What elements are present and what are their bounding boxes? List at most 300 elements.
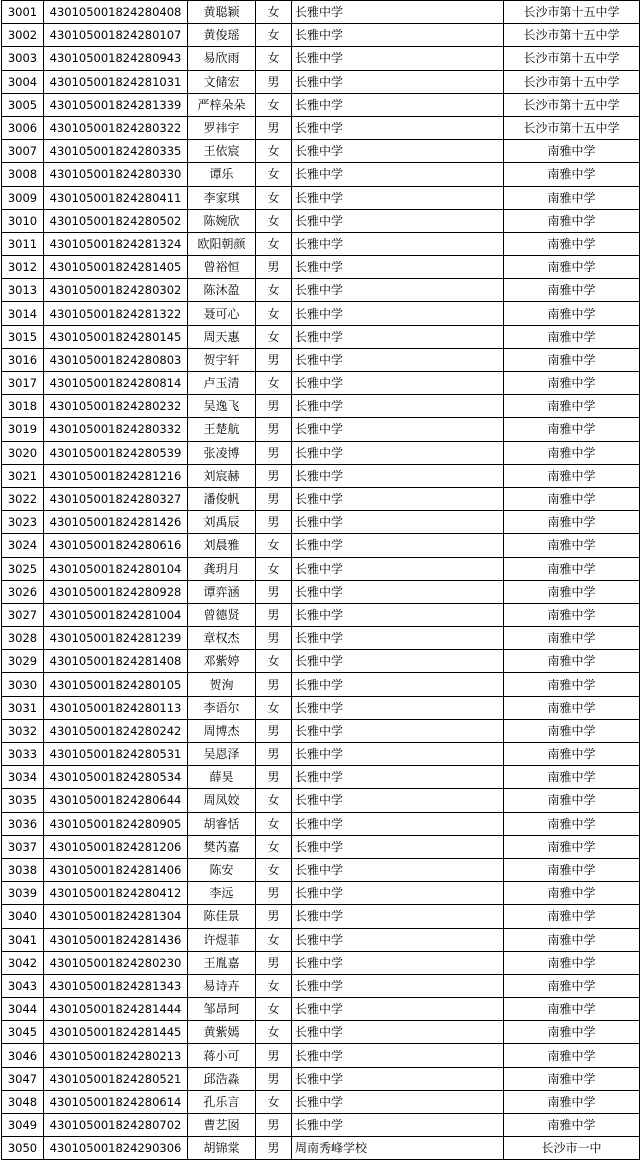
- graduation-school-cell: 长雅中学: [292, 348, 504, 371]
- serial-number-cell: 3020: [2, 441, 44, 464]
- admitted-school-cell: 南雅中学: [504, 789, 640, 812]
- table-row: [2, 1067, 640, 1090]
- table-row: [2, 1137, 640, 1160]
- admitted-school-cell: 南雅中学: [504, 279, 640, 302]
- admitted-school-cell: 南雅中学: [504, 1044, 640, 1067]
- candidate-id-cell: 430105001824281239: [44, 627, 188, 650]
- graduation-school-cell: 长雅中学: [292, 835, 504, 858]
- table-row: [2, 882, 640, 905]
- admitted-school-cell: 南雅中学: [504, 766, 640, 789]
- graduation-school-cell: 长雅中学: [292, 256, 504, 279]
- serial-number-cell: 3010: [2, 209, 44, 232]
- student-name-cell: 吴逸飞: [188, 395, 256, 418]
- admitted-school-cell: 南雅中学: [504, 325, 640, 348]
- graduation-school-cell: 长雅中学: [292, 743, 504, 766]
- student-name-cell: 李语尔: [188, 696, 256, 719]
- table-row: [2, 743, 640, 766]
- candidate-id-cell: 430105001824281405: [44, 256, 188, 279]
- admitted-school-cell: 长沙市第十五中学: [504, 70, 640, 93]
- candidate-id-cell: 430105001824280928: [44, 580, 188, 603]
- admitted-school-cell: 南雅中学: [504, 1067, 640, 1090]
- student-name-cell: 刘禹辰: [188, 511, 256, 534]
- graduation-school-cell: 长雅中学: [292, 998, 504, 1021]
- table-row: [2, 1, 640, 24]
- admitted-school-cell: 南雅中学: [504, 882, 640, 905]
- gender-cell: 男: [256, 487, 292, 510]
- candidate-id-cell: 430105001824280327: [44, 487, 188, 510]
- graduation-school-cell: 长雅中学: [292, 627, 504, 650]
- admitted-school-cell: 南雅中学: [504, 719, 640, 742]
- serial-number-cell: 3042: [2, 951, 44, 974]
- student-name-cell: 聂可心: [188, 302, 256, 325]
- admitted-school-cell: 南雅中学: [504, 232, 640, 255]
- table-row: [2, 348, 640, 371]
- candidate-id-cell: 430105001824280502: [44, 209, 188, 232]
- student-name-cell: 吴恩泽: [188, 743, 256, 766]
- student-name-cell: 黄俊瑶: [188, 24, 256, 47]
- table-row: [2, 580, 640, 603]
- student-name-cell: 刘晨雅: [188, 534, 256, 557]
- graduation-school-cell: 长雅中学: [292, 1021, 504, 1044]
- serial-number-cell: 3006: [2, 116, 44, 139]
- table-row: [2, 905, 640, 928]
- serial-number-cell: 3023: [2, 511, 44, 534]
- table-row: [2, 719, 640, 742]
- admitted-school-cell: 长沙市第十五中学: [504, 116, 640, 139]
- candidate-id-cell: 430105001824281339: [44, 93, 188, 116]
- admitted-school-cell: 南雅中学: [504, 835, 640, 858]
- table-row: [2, 534, 640, 557]
- serial-number-cell: 3014: [2, 302, 44, 325]
- serial-number-cell: 3018: [2, 395, 44, 418]
- gender-cell: 女: [256, 557, 292, 580]
- candidate-id-cell: 430105001824280539: [44, 441, 188, 464]
- student-name-cell: 周天惠: [188, 325, 256, 348]
- candidate-id-cell: 430105001824280905: [44, 812, 188, 835]
- graduation-school-cell: 长雅中学: [292, 1090, 504, 1113]
- table-row: [2, 325, 640, 348]
- table-row: [2, 511, 640, 534]
- admitted-school-cell: 南雅中学: [504, 209, 640, 232]
- table-row: [2, 186, 640, 209]
- student-name-cell: 陈安: [188, 858, 256, 881]
- admitted-school-cell: 南雅中学: [504, 186, 640, 209]
- student-name-cell: 黄紫嫣: [188, 1021, 256, 1044]
- graduation-school-cell: 长雅中学: [292, 812, 504, 835]
- admitted-school-cell: 南雅中学: [504, 1090, 640, 1113]
- candidate-id-cell: 430105001824280105: [44, 673, 188, 696]
- graduation-school-cell: 长雅中学: [292, 974, 504, 997]
- serial-number-cell: 3017: [2, 372, 44, 395]
- table-row: [2, 418, 640, 441]
- table-row: [2, 928, 640, 951]
- table-row: [2, 835, 640, 858]
- serial-number-cell: 3035: [2, 789, 44, 812]
- graduation-school-cell: 长雅中学: [292, 766, 504, 789]
- gender-cell: 女: [256, 186, 292, 209]
- admitted-school-cell: 南雅中学: [504, 603, 640, 626]
- candidate-id-cell: 430105001824281343: [44, 974, 188, 997]
- graduation-school-cell: 长雅中学: [292, 928, 504, 951]
- table-row: [2, 673, 640, 696]
- graduation-school-cell: 长雅中学: [292, 186, 504, 209]
- table-row: [2, 974, 640, 997]
- gender-cell: 女: [256, 140, 292, 163]
- student-name-cell: 邱浩淼: [188, 1067, 256, 1090]
- serial-number-cell: 3002: [2, 24, 44, 47]
- serial-number-cell: 3037: [2, 835, 44, 858]
- graduation-school-cell: 长雅中学: [292, 1114, 504, 1137]
- gender-cell: 男: [256, 1137, 292, 1160]
- candidate-id-cell: 430105001824281406: [44, 858, 188, 881]
- graduation-school-cell: 长雅中学: [292, 951, 504, 974]
- student-name-cell: 黄聪颖: [188, 1, 256, 24]
- gender-cell: 女: [256, 696, 292, 719]
- candidate-id-cell: 430105001824280332: [44, 418, 188, 441]
- student-name-cell: 李家琪: [188, 186, 256, 209]
- candidate-id-cell: 430105001824290306: [44, 1137, 188, 1160]
- student-name-cell: 陈沐盈: [188, 279, 256, 302]
- graduation-school-cell: 长雅中学: [292, 1067, 504, 1090]
- graduation-school-cell: 长雅中学: [292, 279, 504, 302]
- gender-cell: 女: [256, 812, 292, 835]
- admitted-school-cell: 南雅中学: [504, 418, 640, 441]
- admitted-school-cell: 南雅中学: [504, 348, 640, 371]
- serial-number-cell: 3028: [2, 627, 44, 650]
- table-row: [2, 603, 640, 626]
- admitted-school-cell: 南雅中学: [504, 395, 640, 418]
- candidate-id-cell: 430105001824280408: [44, 1, 188, 24]
- graduation-school-cell: 长雅中学: [292, 882, 504, 905]
- candidate-id-cell: 430105001824280322: [44, 116, 188, 139]
- admitted-school-cell: 长沙市第十五中学: [504, 24, 640, 47]
- serial-number-cell: 3032: [2, 719, 44, 742]
- candidate-id-cell: 430105001824280145: [44, 325, 188, 348]
- gender-cell: 男: [256, 256, 292, 279]
- graduation-school-cell: 长雅中学: [292, 696, 504, 719]
- candidate-id-cell: 430105001824280644: [44, 789, 188, 812]
- graduation-school-cell: 长雅中学: [292, 905, 504, 928]
- gender-cell: 男: [256, 743, 292, 766]
- candidate-id-cell: 430105001824281004: [44, 603, 188, 626]
- student-name-cell: 谭乐: [188, 163, 256, 186]
- gender-cell: 女: [256, 302, 292, 325]
- admitted-school-cell: 南雅中学: [504, 256, 640, 279]
- candidate-id-cell: 430105001824281324: [44, 232, 188, 255]
- serial-number-cell: 3034: [2, 766, 44, 789]
- serial-number-cell: 3026: [2, 580, 44, 603]
- graduation-school-cell: 长雅中学: [292, 93, 504, 116]
- serial-number-cell: 3009: [2, 186, 44, 209]
- gender-cell: 女: [256, 835, 292, 858]
- graduation-school-cell: 长雅中学: [292, 418, 504, 441]
- gender-cell: 女: [256, 1, 292, 24]
- table-row: [2, 487, 640, 510]
- serial-number-cell: 3016: [2, 348, 44, 371]
- graduation-school-cell: 长雅中学: [292, 464, 504, 487]
- serial-number-cell: 3004: [2, 70, 44, 93]
- gender-cell: 女: [256, 279, 292, 302]
- candidate-id-cell: 430105001824280213: [44, 1044, 188, 1067]
- admitted-school-cell: 南雅中学: [504, 905, 640, 928]
- candidate-id-cell: 430105001824281444: [44, 998, 188, 1021]
- gender-cell: 女: [256, 372, 292, 395]
- admitted-school-cell: 南雅中学: [504, 580, 640, 603]
- student-name-cell: 曾裕恒: [188, 256, 256, 279]
- admitted-school-cell: 南雅中学: [504, 464, 640, 487]
- gender-cell: 男: [256, 395, 292, 418]
- serial-number-cell: 3046: [2, 1044, 44, 1067]
- serial-number-cell: 3036: [2, 812, 44, 835]
- table-row: [2, 93, 640, 116]
- candidate-id-cell: 430105001824280230: [44, 951, 188, 974]
- table-row: [2, 256, 640, 279]
- admitted-school-cell: 长沙市第十五中学: [504, 93, 640, 116]
- candidate-id-cell: 430105001824281216: [44, 464, 188, 487]
- gender-cell: 男: [256, 673, 292, 696]
- serial-number-cell: 3045: [2, 1021, 44, 1044]
- admitted-school-cell: 南雅中学: [504, 441, 640, 464]
- serial-number-cell: 3027: [2, 603, 44, 626]
- candidate-id-cell: 430105001824281445: [44, 1021, 188, 1044]
- candidate-id-cell: 430105001824280412: [44, 882, 188, 905]
- candidate-id-cell: 430105001824280803: [44, 348, 188, 371]
- table-row: [2, 696, 640, 719]
- table-row: [2, 812, 640, 835]
- serial-number-cell: 3047: [2, 1067, 44, 1090]
- admitted-school-cell: 南雅中学: [504, 557, 640, 580]
- gender-cell: 女: [256, 858, 292, 881]
- student-name-cell: 文储宏: [188, 70, 256, 93]
- table-row: [2, 1044, 640, 1067]
- gender-cell: 女: [256, 928, 292, 951]
- table-row: [2, 766, 640, 789]
- student-name-cell: 王依宸: [188, 140, 256, 163]
- table-row: [2, 464, 640, 487]
- gender-cell: 女: [256, 534, 292, 557]
- admitted-school-cell: 南雅中学: [504, 858, 640, 881]
- student-name-cell: 贺洵: [188, 673, 256, 696]
- graduation-school-cell: 长雅中学: [292, 534, 504, 557]
- gender-cell: 女: [256, 209, 292, 232]
- admitted-school-cell: 南雅中学: [504, 928, 640, 951]
- graduation-school-cell: 长雅中学: [292, 163, 504, 186]
- student-name-cell: 王胤嘉: [188, 951, 256, 974]
- serial-number-cell: 3039: [2, 882, 44, 905]
- table-row: [2, 789, 640, 812]
- gender-cell: 男: [256, 70, 292, 93]
- table-row: [2, 1090, 640, 1113]
- gender-cell: 女: [256, 1021, 292, 1044]
- student-name-cell: 邹昂珂: [188, 998, 256, 1021]
- gender-cell: 女: [256, 1090, 292, 1113]
- student-name-cell: 龚玥月: [188, 557, 256, 580]
- table-body: [2, 1, 640, 1160]
- serial-number-cell: 3044: [2, 998, 44, 1021]
- table-row: [2, 116, 640, 139]
- graduation-school-cell: 长雅中学: [292, 232, 504, 255]
- student-name-cell: 陈婉欣: [188, 209, 256, 232]
- student-name-cell: 张凌博: [188, 441, 256, 464]
- candidate-id-cell: 430105001824280531: [44, 743, 188, 766]
- admitted-school-cell: 南雅中学: [504, 1114, 640, 1137]
- candidate-id-cell: 430105001824280232: [44, 395, 188, 418]
- gender-cell: 女: [256, 650, 292, 673]
- table-row: [2, 47, 640, 70]
- table-row: [2, 627, 640, 650]
- admitted-school-cell: 南雅中学: [504, 140, 640, 163]
- candidate-id-cell: 430105001824280616: [44, 534, 188, 557]
- graduation-school-cell: 长雅中学: [292, 1, 504, 24]
- candidate-id-cell: 430105001824280330: [44, 163, 188, 186]
- graduation-school-cell: 长雅中学: [292, 719, 504, 742]
- table-row: [2, 858, 640, 881]
- serial-number-cell: 3005: [2, 93, 44, 116]
- gender-cell: 女: [256, 47, 292, 70]
- student-name-cell: 周博杰: [188, 719, 256, 742]
- table-row: [2, 557, 640, 580]
- table-row: [2, 24, 640, 47]
- student-name-cell: 严梓朵朵: [188, 93, 256, 116]
- student-name-cell: 曾德贤: [188, 603, 256, 626]
- gender-cell: 女: [256, 232, 292, 255]
- gender-cell: 女: [256, 93, 292, 116]
- graduation-school-cell: 长雅中学: [292, 1044, 504, 1067]
- gender-cell: 男: [256, 1044, 292, 1067]
- graduation-school-cell: 周南秀峰学校: [292, 1137, 504, 1160]
- student-name-cell: 欧阳朝颜: [188, 232, 256, 255]
- admitted-school-cell: 南雅中学: [504, 650, 640, 673]
- gender-cell: 男: [256, 1067, 292, 1090]
- gender-cell: 女: [256, 974, 292, 997]
- serial-number-cell: 3031: [2, 696, 44, 719]
- graduation-school-cell: 长雅中学: [292, 302, 504, 325]
- admitted-school-cell: 南雅中学: [504, 302, 640, 325]
- gender-cell: 男: [256, 905, 292, 928]
- table-row: [2, 372, 640, 395]
- gender-cell: 男: [256, 441, 292, 464]
- student-name-cell: 罗祎宇: [188, 116, 256, 139]
- student-name-cell: 谭弈涵: [188, 580, 256, 603]
- serial-number-cell: 3040: [2, 905, 44, 928]
- admitted-school-cell: 南雅中学: [504, 673, 640, 696]
- table-row: [2, 232, 640, 255]
- graduation-school-cell: 长雅中学: [292, 24, 504, 47]
- student-name-cell: 邓紫婷: [188, 650, 256, 673]
- student-name-cell: 胡睿恬: [188, 812, 256, 835]
- candidate-id-cell: 430105001824280302: [44, 279, 188, 302]
- candidate-id-cell: 430105001824280521: [44, 1067, 188, 1090]
- admitted-school-cell: 南雅中学: [504, 627, 640, 650]
- serial-number-cell: 3025: [2, 557, 44, 580]
- admitted-school-cell: 南雅中学: [504, 511, 640, 534]
- admitted-school-cell: 南雅中学: [504, 951, 640, 974]
- admitted-school-cell: 长沙市第十五中学: [504, 47, 640, 70]
- admitted-school-cell: 南雅中学: [504, 812, 640, 835]
- serial-number-cell: 3043: [2, 974, 44, 997]
- student-name-cell: 孔乐言: [188, 1090, 256, 1113]
- candidate-id-cell: 430105001824281322: [44, 302, 188, 325]
- graduation-school-cell: 长雅中学: [292, 511, 504, 534]
- serial-number-cell: 3050: [2, 1137, 44, 1160]
- gender-cell: 男: [256, 511, 292, 534]
- table-row: [2, 441, 640, 464]
- admitted-school-cell: 南雅中学: [504, 974, 640, 997]
- admitted-school-cell: 南雅中学: [504, 163, 640, 186]
- graduation-school-cell: 长雅中学: [292, 325, 504, 348]
- student-name-cell: 卢玉清: [188, 372, 256, 395]
- student-name-cell: 胡锦棠: [188, 1137, 256, 1160]
- admitted-school-cell: 南雅中学: [504, 743, 640, 766]
- candidate-id-cell: 430105001824280614: [44, 1090, 188, 1113]
- serial-number-cell: 3013: [2, 279, 44, 302]
- graduation-school-cell: 长雅中学: [292, 395, 504, 418]
- candidate-id-cell: 430105001824280335: [44, 140, 188, 163]
- candidate-id-cell: 430105001824280943: [44, 47, 188, 70]
- gender-cell: 男: [256, 951, 292, 974]
- candidate-id-cell: 430105001824280411: [44, 186, 188, 209]
- candidate-id-cell: 430105001824281436: [44, 928, 188, 951]
- student-name-cell: 易欣雨: [188, 47, 256, 70]
- table-row: [2, 163, 640, 186]
- table-row: [2, 70, 640, 93]
- student-name-cell: 陈佳景: [188, 905, 256, 928]
- candidate-id-cell: 430105001824280534: [44, 766, 188, 789]
- admitted-school-cell: 南雅中学: [504, 372, 640, 395]
- graduation-school-cell: 长雅中学: [292, 650, 504, 673]
- candidate-id-cell: 430105001824281304: [44, 905, 188, 928]
- admitted-school-cell: 长沙市第十五中学: [504, 1, 640, 24]
- serial-number-cell: 3001: [2, 1, 44, 24]
- candidate-id-cell: 430105001824280113: [44, 696, 188, 719]
- admitted-school-cell: 南雅中学: [504, 696, 640, 719]
- graduation-school-cell: 长雅中学: [292, 441, 504, 464]
- serial-number-cell: 3038: [2, 858, 44, 881]
- student-name-cell: 许煜菲: [188, 928, 256, 951]
- student-name-cell: 刘宸赫: [188, 464, 256, 487]
- gender-cell: 女: [256, 789, 292, 812]
- student-name-cell: 薛昊: [188, 766, 256, 789]
- serial-number-cell: 3008: [2, 163, 44, 186]
- candidate-id-cell: 430105001824280104: [44, 557, 188, 580]
- table-row: [2, 1114, 640, 1137]
- gender-cell: 男: [256, 418, 292, 441]
- admitted-school-cell: 长沙市一中: [504, 1137, 640, 1160]
- admitted-school-cell: 南雅中学: [504, 534, 640, 557]
- graduation-school-cell: 长雅中学: [292, 557, 504, 580]
- gender-cell: 男: [256, 348, 292, 371]
- gender-cell: 男: [256, 766, 292, 789]
- gender-cell: 男: [256, 603, 292, 626]
- serial-number-cell: 3022: [2, 487, 44, 510]
- candidate-id-cell: 430105001824281408: [44, 650, 188, 673]
- table-row: [2, 951, 640, 974]
- candidate-id-cell: 430105001824281031: [44, 70, 188, 93]
- gender-cell: 男: [256, 627, 292, 650]
- table-row: [2, 1021, 640, 1044]
- gender-cell: 男: [256, 719, 292, 742]
- candidate-id-cell: 430105001824281426: [44, 511, 188, 534]
- gender-cell: 男: [256, 580, 292, 603]
- candidate-id-cell: 430105001824280242: [44, 719, 188, 742]
- serial-number-cell: 3012: [2, 256, 44, 279]
- graduation-school-cell: 长雅中学: [292, 603, 504, 626]
- admitted-school-cell: 南雅中学: [504, 1021, 640, 1044]
- student-name-cell: 樊芮嘉: [188, 835, 256, 858]
- gender-cell: 男: [256, 882, 292, 905]
- graduation-school-cell: 长雅中学: [292, 858, 504, 881]
- serial-number-cell: 3033: [2, 743, 44, 766]
